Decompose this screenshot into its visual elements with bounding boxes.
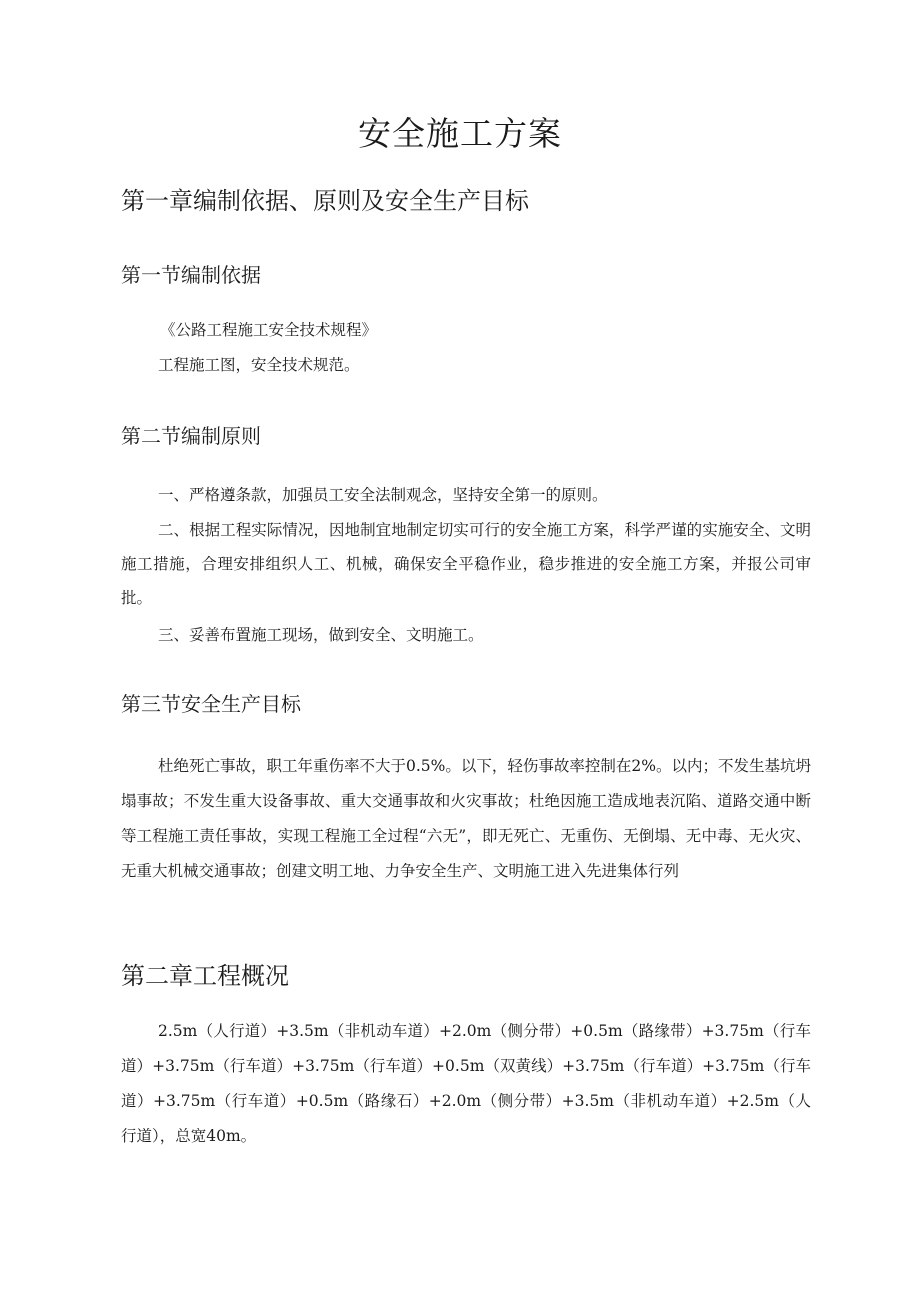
section-1-heading: 第一节编制依据 [121,263,261,287]
basis-item-1: 《公路工程施工安全技术规程》 [160,321,378,339]
document-title: 安全施工方案 [358,114,562,153]
principle-item-1: 一、严格遵条款，加强员工安全法制观念，坚持安全第一的原则。 [158,486,608,504]
section-3-heading: 第三节安全生产目标 [121,692,301,716]
section-2-heading: 第二节编制原则 [121,424,261,448]
principle-item-2: 二、根据工程实际情况，因地制宜地制定切实可行的安全施工方案，科学严谨的实施安全、文明施工措施，合理安排组织人工、机械，确保安全平稳作业，稳步推进的安全施工方案，并报公司审批。 [121,521,811,607]
safety-goal-paragraph: 杜绝死亡事故，职工年重伤率不大于0.5%。以下，轻伤事故率控制在2%。以内；不发生基坑坍塌事故；不发生重大设备事故、重大交通事故和火灾事故；杜绝因施工造成地表沉陷、道路交通中断等工程施工责任事故，实现工程施工全过程“六无”，即无死亡、无重伤、无倒塌、无中毒、无火灾、无重大机械交通事故；创建文明工地、力争安全生产、文明施工进入先进集体行列 [121,757,811,880]
chapter-2-heading: 第二章工程概况 [121,962,289,990]
basis-item-2: 工程施工图，安全技术规范。 [158,356,360,374]
project-overview-paragraph: 2.5m（人行道）+3.5m（非机动车道）+2.0m（侧分带）+0.5m（路缘带）+3.75m（行车道）+3.75m（行车道）+3.75m（行车道）+0.5m（双黄线）+3.75m（行车道）+3.75m（行车道）+3.75m（行车道）+0.5m（路缘石）+2.0m（侧分带）+3.5m（非机动车道）+2.5m（人行道），总宽40m。 [121,1022,811,1145]
chapter-1-heading: 第一章编制依据、原则及安全生产目标 [121,187,529,215]
principle-item-3: 三、妥善布置施工现场，做到安全、文明施工。 [158,626,484,644]
